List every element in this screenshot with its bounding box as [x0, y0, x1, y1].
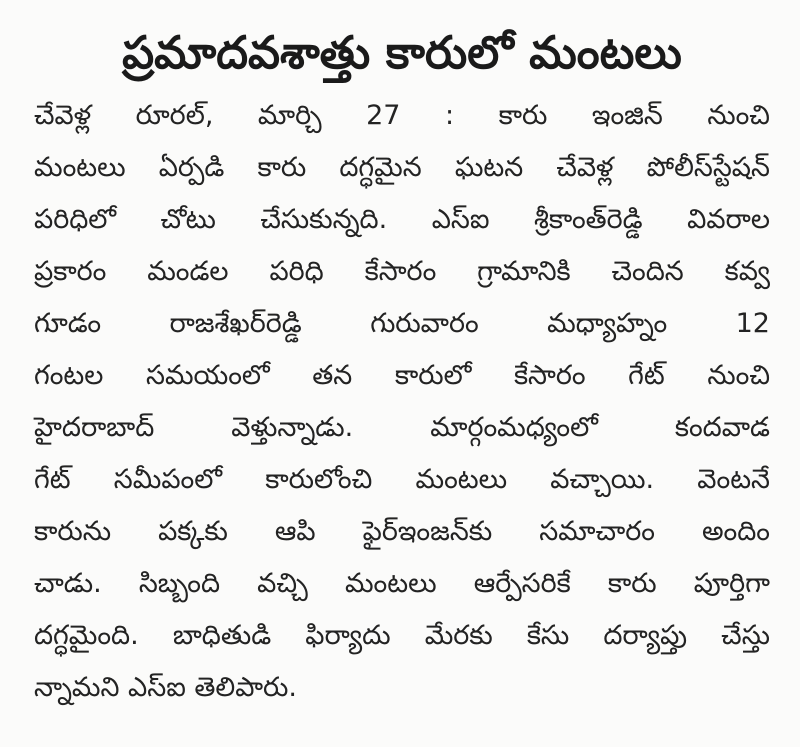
article-line-12: న్నామని ఎస్ఐ తెలిపారు. [34, 672, 297, 703]
article-line-9: కారును పక్కకు ఆపి ఫైర్‌ఇంజన్‌కు సమాచారం అందిం [34, 516, 770, 547]
headline: ప్రమాదవశాత్తు కారులో మంటలు [122, 26, 682, 79]
article-line-6: గంటల సమయంలో తన కారులో కేసారం గేట్ నుంచి [34, 360, 770, 391]
article-line-11: దగ్ధమైంది. బాధితుడి ఫిర్యాదు మేరకు కేసు దర్యాప్తు చేస్తు [34, 620, 770, 651]
article-line-1: చేవెళ్ల రూరల్, మార్చి 27 : కారు ఇంజిన్ నుంచి [34, 100, 770, 131]
article-line-2: మంటలు ఏర్పడి కారు దగ్ధమైన ఘటన చేవెళ్ల పోలీస్‌స్టేషన్ [34, 152, 770, 183]
article-line-3: పరిధిలో చోటు చేసుకున్నది. ఎస్ఐ శ్రీకాంత్‌రెడ్డి వివరాల [34, 204, 770, 235]
article-line-8: గేట్ సమీపంలో కారులోంచి మంటలు వచ్చాయి. వెంటనే [34, 464, 770, 495]
article-line-10: చాడు. సిబ్బంది వచ్చి మంటలు ఆర్పేసరికే కారు పూర్తిగా [34, 568, 770, 599]
article-line-5: గూడం రాజశేఖర్‌రెడ్డి గురువారం మధ్యాహ్నం 12 [34, 308, 770, 339]
article-line-4: ప్రకారం మండల పరిధి కేసారం గ్రామానికి చెందిన కవ్వ [34, 256, 770, 287]
article-line-7: హైదరాబాద్ వెళ్తున్నాడు. మార్గంమధ్యంలో కందవాడ [34, 412, 770, 443]
article-body [34, 90, 770, 714]
